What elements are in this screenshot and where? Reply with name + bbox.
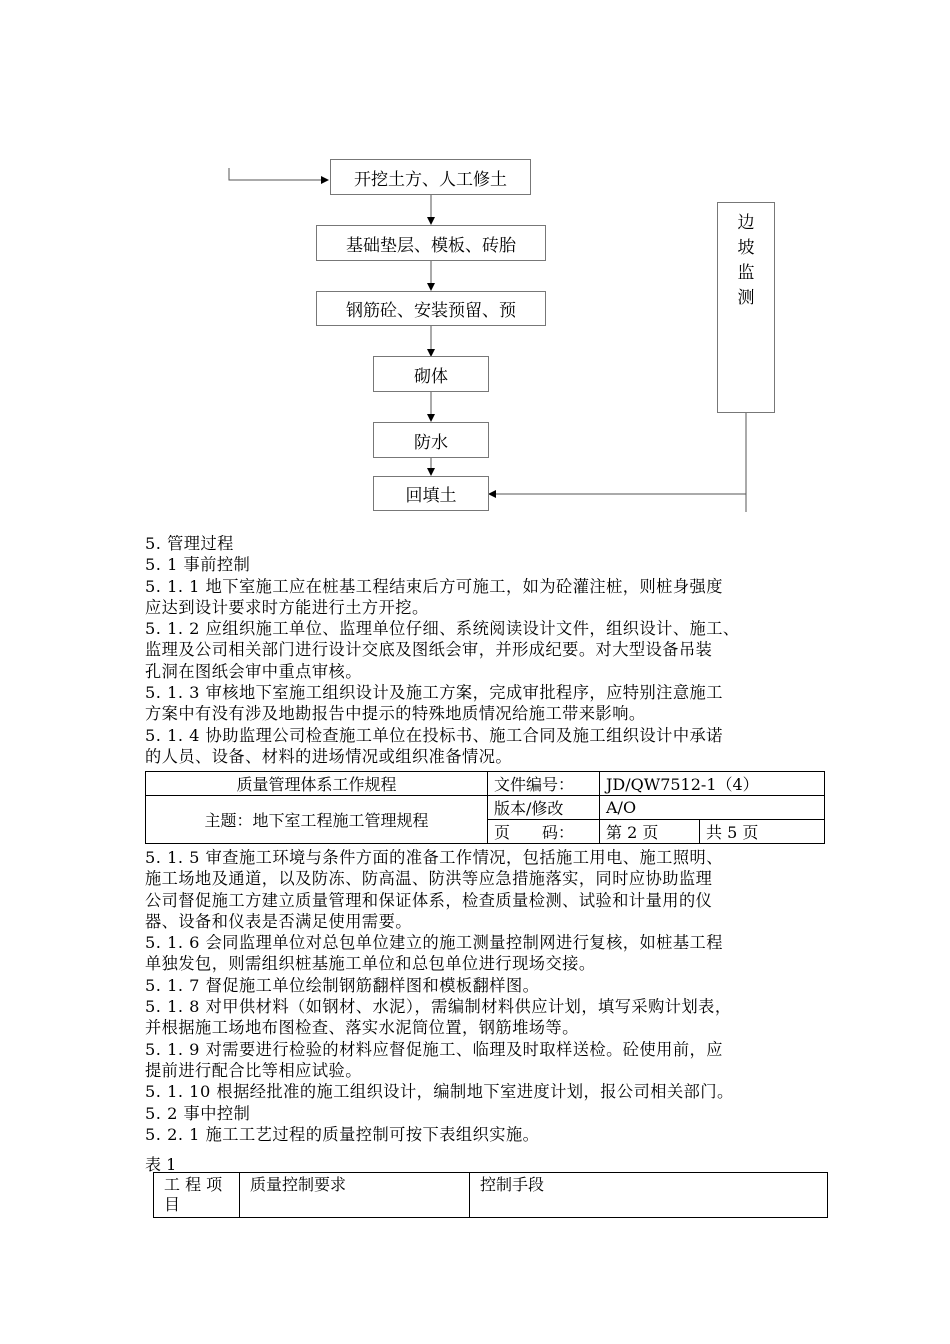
slope-monitoring-box — [717, 202, 775, 413]
side-char: 测 — [737, 288, 755, 308]
text-line: 5. 1. 2 应组织施工单位、监理单位仔细、系统阅读设计文件，组织设计、施工、 — [145, 619, 740, 639]
version-label: 版本/修改 — [488, 796, 600, 820]
document-header-table — [145, 771, 825, 844]
table-header-cell: 控制手段 — [470, 1173, 828, 1218]
page-label: 页 码： — [488, 820, 600, 844]
text-line: 提前进行配合比等相应试验。 — [145, 1060, 362, 1080]
quality-control-table — [153, 1172, 828, 1218]
text-line: 器、设备和仪表是否满足使用需要。 — [145, 911, 412, 931]
doc-no: JD/QW7512-1（4） — [600, 772, 825, 796]
flow-step-5: 防水 — [373, 422, 489, 458]
text-line: 应达到设计要求时方能进行土方开挖。 — [145, 597, 429, 617]
page-number: 第 2 页 — [600, 820, 700, 844]
text-line: 方案中有没有涉及地勘报告中提示的特殊地质情况给施工带来影响。 — [145, 704, 646, 724]
system-name: 质量管理体系工作规程 — [146, 772, 488, 796]
text-line: 监理及公司相关部门进行设计交底及图纸会审，并形成纪要。对大型设备吊装 — [145, 640, 713, 660]
body-text-2 — [145, 847, 835, 1145]
text-line: 5. 1. 1 地下室施工应在桩基工程结束后方可施工，如为砼灌注桩，则桩身强度 — [145, 576, 723, 596]
table-header-cell: 工 程 项 目 — [154, 1173, 240, 1218]
side-char: 边 — [737, 213, 755, 233]
text-line: 5. 1. 8 对甲供材料（如钢材、水泥），需编制材料供应计划，填写采购计划表， — [145, 997, 732, 1017]
text-line: 5. 管理过程 — [145, 534, 234, 553]
text-line: 的人员、设备、材料的进场情况或组织准备情况。 — [145, 746, 513, 766]
text-line: 5. 1 事前控制 — [145, 555, 251, 575]
flow-step-6: 回填土 — [373, 476, 489, 511]
text-line: 5. 1. 7 督促施工单位绘制钢筋翻样图和模板翻样图。 — [145, 975, 540, 995]
flow-step-1: 开挖土方、人工修土 — [330, 159, 531, 195]
side-char: 监 — [737, 263, 755, 283]
text-line: 5. 1. 10 根据经批准的施工组织设计，编制地下室进度计划，报公司相关部门。 — [145, 1082, 734, 1102]
text-line: 5. 1. 5 审查施工环境与条件方面的准备工作情况，包括施工用电、施工照明、 — [145, 848, 723, 867]
side-char: 坡 — [737, 238, 755, 258]
subject: 主题：地下室工程施工管理规程 — [146, 796, 488, 844]
table-caption: 表 1 — [145, 1155, 177, 1174]
page-total: 共 5 页 — [700, 820, 825, 844]
text-line: 施工场地及通道，以及防冻、防高温、防洪等应急措施落实，同时应协助监理 — [145, 869, 713, 889]
text-line: 5. 1. 3 审核地下室施工组织设计及施工方案，完成审批程序，应特别注意施工 — [145, 683, 723, 703]
flow-step-2: 基础垫层、模板、砖胎 — [316, 225, 546, 261]
text-line: 孔洞在图纸会审中重点审核。 — [145, 661, 362, 681]
text-line: 5. 1. 4 协助监理公司检查施工单位在投标书、施工合同及施工组织设计中承诺 — [145, 725, 723, 745]
text-line: 5. 2. 1 施工工艺过程的质量控制可按下表组织实施。 — [145, 1124, 540, 1144]
body-text-1 — [145, 533, 835, 767]
text-line: 单独发包，则需组织桩基施工单位和总包单位进行现场交接。 — [145, 954, 596, 974]
table-header-row — [154, 1173, 828, 1218]
text-line: 5. 2 事中控制 — [145, 1103, 251, 1123]
text-line: 5. 1. 9 对需要进行检验的材料应督促施工、临理及时取样送检。砼使用前，应 — [145, 1039, 723, 1059]
table-header-cell: 质量控制要求 — [240, 1173, 470, 1218]
text-line: 公司督促施工方建立质量管理和保证体系，检查质量检测、试验和计量用的仪 — [145, 890, 713, 910]
flow-step-3: 钢筋砼、安装预留、预 — [316, 291, 546, 326]
flow-step-4: 砌体 — [373, 356, 489, 392]
version: A/O — [600, 796, 825, 820]
doc-no-label: 文件编号： — [488, 772, 600, 796]
text-line: 并根据施工场地布图检查、落实水泥筒位置，钢筋堆场等。 — [145, 1018, 579, 1038]
text-line: 5. 1. 6 会同监理单位对总包单位建立的施工测量控制网进行复核，如桩基工程 — [145, 933, 723, 953]
